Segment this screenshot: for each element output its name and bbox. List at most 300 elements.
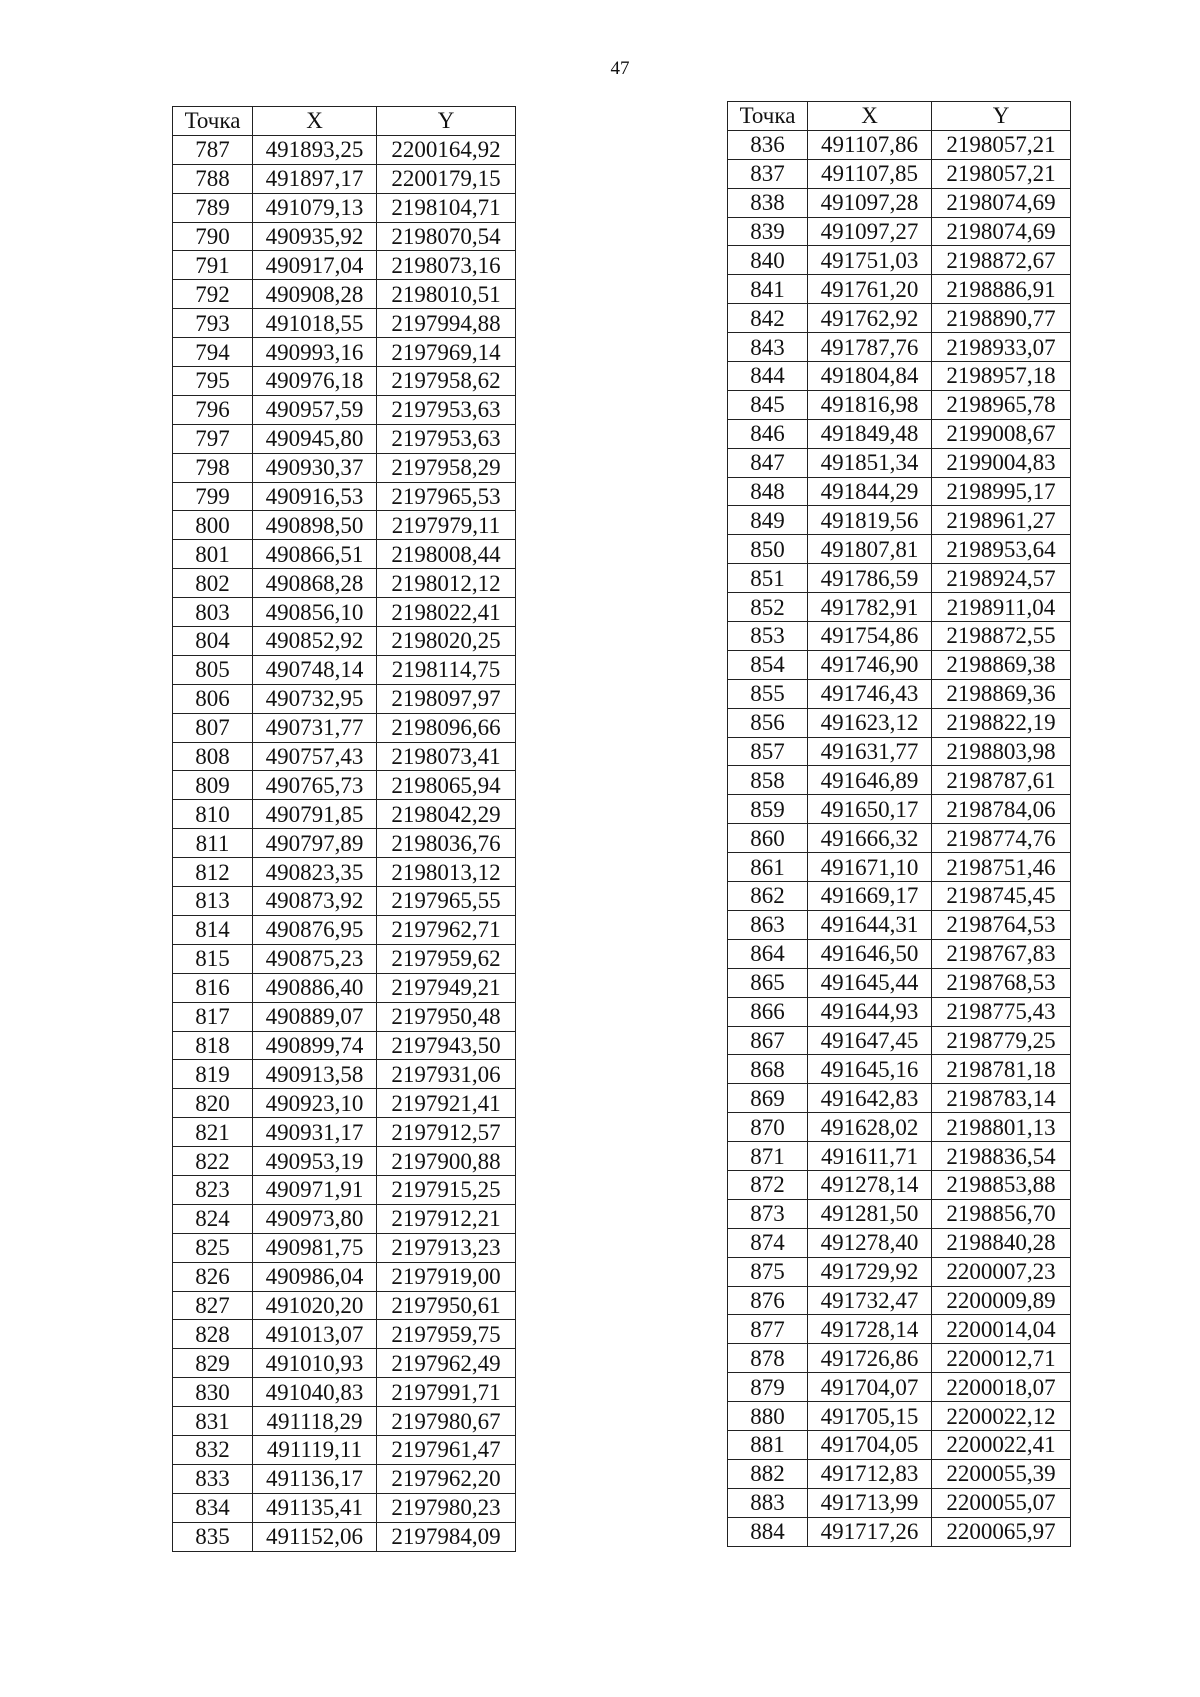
y-cell: 2198957,18 [932, 362, 1071, 391]
point-cell: 817 [173, 1002, 253, 1031]
x-cell: 491897,17 [253, 164, 377, 193]
header-y: Y [377, 107, 516, 136]
y-cell: 2200009,89 [932, 1286, 1071, 1315]
table-row [173, 1262, 516, 1291]
point-cell: 801 [173, 540, 253, 569]
x-cell: 491107,85 [808, 159, 932, 188]
table-header-row [728, 102, 1071, 131]
point-cell: 814 [173, 915, 253, 944]
table-row [728, 708, 1071, 737]
x-cell: 490823,35 [253, 858, 377, 887]
y-cell: 2199008,67 [932, 419, 1071, 448]
table-row [728, 1459, 1071, 1488]
y-cell: 2197958,29 [377, 453, 516, 482]
point-cell: 812 [173, 858, 253, 887]
y-cell: 2197915,25 [377, 1175, 516, 1204]
x-cell: 491704,07 [808, 1373, 932, 1402]
table-row [728, 217, 1071, 246]
y-cell: 2198869,36 [932, 679, 1071, 708]
table-row [173, 1031, 516, 1060]
table-row [173, 800, 516, 829]
table-row [173, 280, 516, 309]
table-row [173, 540, 516, 569]
table-row [173, 684, 516, 713]
table-row [173, 944, 516, 973]
x-cell: 491787,76 [808, 333, 932, 362]
y-cell: 2198965,78 [932, 390, 1071, 419]
y-cell: 2198767,83 [932, 939, 1071, 968]
table-row [728, 968, 1071, 997]
table-row [173, 222, 516, 251]
point-cell: 840 [728, 246, 808, 275]
point-cell: 822 [173, 1147, 253, 1176]
point-cell: 854 [728, 650, 808, 679]
point-cell: 851 [728, 564, 808, 593]
table-row [728, 1113, 1071, 1142]
table-row [173, 858, 516, 887]
x-cell: 491611,71 [808, 1142, 932, 1171]
point-cell: 875 [728, 1257, 808, 1286]
table-row [173, 482, 516, 511]
table-header-row [173, 107, 516, 136]
table-row [173, 887, 516, 916]
point-cell: 880 [728, 1402, 808, 1431]
y-cell: 2200012,71 [932, 1344, 1071, 1373]
table-row [728, 622, 1071, 651]
x-cell: 491804,84 [808, 362, 932, 391]
point-cell: 883 [728, 1488, 808, 1517]
y-cell: 2197949,21 [377, 973, 516, 1002]
y-cell: 2198036,76 [377, 829, 516, 858]
y-cell: 2200018,07 [932, 1373, 1071, 1402]
table-row [173, 1002, 516, 1031]
x-cell: 491646,50 [808, 939, 932, 968]
y-cell: 2198784,06 [932, 795, 1071, 824]
y-cell: 2198042,29 [377, 800, 516, 829]
table-row [173, 1435, 516, 1464]
x-cell: 490899,74 [253, 1031, 377, 1060]
x-cell: 491746,90 [808, 650, 932, 679]
y-cell: 2198057,21 [932, 130, 1071, 159]
y-cell: 2198768,53 [932, 968, 1071, 997]
table-row [728, 853, 1071, 882]
point-cell: 881 [728, 1430, 808, 1459]
table-row [173, 1291, 516, 1320]
x-cell: 490916,53 [253, 482, 377, 511]
x-cell: 491118,29 [253, 1407, 377, 1436]
x-cell: 490923,10 [253, 1089, 377, 1118]
y-cell: 2198783,14 [932, 1084, 1071, 1113]
y-cell: 2197965,55 [377, 887, 516, 916]
y-cell: 2198008,44 [377, 540, 516, 569]
point-cell: 795 [173, 367, 253, 396]
y-cell: 2197912,21 [377, 1204, 516, 1233]
y-cell: 2198953,64 [932, 535, 1071, 564]
x-cell: 491713,99 [808, 1488, 932, 1517]
x-cell: 491751,03 [808, 246, 932, 275]
table-row [173, 598, 516, 627]
point-cell: 830 [173, 1378, 253, 1407]
table-row [728, 593, 1071, 622]
table-row [728, 1199, 1071, 1228]
y-cell: 2200065,97 [932, 1517, 1071, 1546]
table-row [728, 1315, 1071, 1344]
x-cell: 491644,93 [808, 997, 932, 1026]
x-cell: 490748,14 [253, 655, 377, 684]
point-cell: 815 [173, 944, 253, 973]
point-cell: 856 [728, 708, 808, 737]
y-cell: 2200007,23 [932, 1257, 1071, 1286]
y-cell: 2198065,94 [377, 771, 516, 800]
point-cell: 841 [728, 275, 808, 304]
point-cell: 796 [173, 395, 253, 424]
table-row [173, 627, 516, 656]
point-cell: 847 [728, 448, 808, 477]
y-cell: 2197953,63 [377, 395, 516, 424]
x-cell: 490866,51 [253, 540, 377, 569]
x-cell: 491010,93 [253, 1349, 377, 1378]
table-row [173, 655, 516, 684]
y-cell: 2198774,76 [932, 824, 1071, 853]
x-cell: 491732,47 [808, 1286, 932, 1315]
y-cell: 2200055,39 [932, 1459, 1071, 1488]
y-cell: 2198822,19 [932, 708, 1071, 737]
x-cell: 491107,86 [808, 130, 932, 159]
table-row [728, 1257, 1071, 1286]
point-cell: 877 [728, 1315, 808, 1344]
x-cell: 490981,75 [253, 1233, 377, 1262]
table-row [728, 304, 1071, 333]
header-point: Точка [173, 107, 253, 136]
y-cell: 2197950,48 [377, 1002, 516, 1031]
point-cell: 839 [728, 217, 808, 246]
x-cell: 490971,91 [253, 1175, 377, 1204]
table-row [728, 477, 1071, 506]
table-row [173, 193, 516, 222]
table-row [728, 333, 1071, 362]
y-cell: 2198745,45 [932, 882, 1071, 911]
point-cell: 802 [173, 569, 253, 598]
y-cell: 2198781,18 [932, 1055, 1071, 1084]
table-row [728, 824, 1071, 853]
table-row [173, 309, 516, 338]
table-row [173, 1147, 516, 1176]
y-cell: 2198104,71 [377, 193, 516, 222]
point-cell: 873 [728, 1199, 808, 1228]
x-cell: 491281,50 [808, 1199, 932, 1228]
y-cell: 2197994,88 [377, 309, 516, 338]
x-cell: 491018,55 [253, 309, 377, 338]
table-row [728, 679, 1071, 708]
x-cell: 491097,28 [808, 188, 932, 217]
point-cell: 824 [173, 1204, 253, 1233]
point-cell: 828 [173, 1320, 253, 1349]
point-cell: 842 [728, 304, 808, 333]
point-cell: 800 [173, 511, 253, 540]
y-cell: 2198775,43 [932, 997, 1071, 1026]
x-cell: 490908,28 [253, 280, 377, 309]
point-cell: 879 [728, 1373, 808, 1402]
table-row [728, 939, 1071, 968]
point-cell: 798 [173, 453, 253, 482]
y-cell: 2198872,67 [932, 246, 1071, 275]
y-cell: 2198022,41 [377, 598, 516, 627]
x-cell: 490986,04 [253, 1262, 377, 1291]
y-cell: 2198070,54 [377, 222, 516, 251]
table-row [728, 1055, 1071, 1084]
y-cell: 2197965,53 [377, 482, 516, 511]
y-cell: 2197961,47 [377, 1435, 516, 1464]
y-cell: 2197943,50 [377, 1031, 516, 1060]
table-row [728, 1084, 1071, 1113]
point-cell: 884 [728, 1517, 808, 1546]
y-cell: 2198073,41 [377, 742, 516, 771]
y-cell: 2197980,23 [377, 1493, 516, 1522]
point-cell: 827 [173, 1291, 253, 1320]
y-cell: 2198764,53 [932, 910, 1071, 939]
x-cell: 491136,17 [253, 1464, 377, 1493]
y-cell: 2198872,55 [932, 622, 1071, 651]
x-cell: 491647,45 [808, 1026, 932, 1055]
table-row [728, 1373, 1071, 1402]
x-cell: 491705,15 [808, 1402, 932, 1431]
table-row [173, 1175, 516, 1204]
table-row [728, 448, 1071, 477]
point-cell: 793 [173, 309, 253, 338]
x-cell: 491631,77 [808, 737, 932, 766]
point-cell: 820 [173, 1089, 253, 1118]
point-cell: 803 [173, 598, 253, 627]
y-cell: 2198787,61 [932, 766, 1071, 795]
table-row [728, 997, 1071, 1026]
table-row [728, 1517, 1071, 1546]
y-cell: 2198801,13 [932, 1113, 1071, 1142]
x-cell: 491782,91 [808, 593, 932, 622]
table-row [728, 795, 1071, 824]
y-cell: 2198013,12 [377, 858, 516, 887]
y-cell: 2197962,49 [377, 1349, 516, 1378]
point-cell: 807 [173, 713, 253, 742]
point-cell: 833 [173, 1464, 253, 1493]
point-cell: 806 [173, 684, 253, 713]
x-cell: 491816,98 [808, 390, 932, 419]
x-cell: 491893,25 [253, 135, 377, 164]
y-cell: 2197969,14 [377, 338, 516, 367]
x-cell: 490930,37 [253, 453, 377, 482]
y-cell: 2197913,23 [377, 1233, 516, 1262]
point-cell: 878 [728, 1344, 808, 1373]
y-cell: 2197958,62 [377, 367, 516, 396]
point-cell: 797 [173, 424, 253, 453]
y-cell: 2198114,75 [377, 655, 516, 684]
table-row [728, 535, 1071, 564]
table-row [173, 1204, 516, 1233]
table-row [728, 506, 1071, 535]
point-cell: 808 [173, 742, 253, 771]
point-cell: 834 [173, 1493, 253, 1522]
table-row [728, 1142, 1071, 1171]
x-cell: 491729,92 [808, 1257, 932, 1286]
table-row [173, 1407, 516, 1436]
y-cell: 2197959,75 [377, 1320, 516, 1349]
point-cell: 844 [728, 362, 808, 391]
x-cell: 490931,17 [253, 1118, 377, 1147]
table-row [173, 742, 516, 771]
point-cell: 811 [173, 829, 253, 858]
table-row [728, 130, 1071, 159]
table-row [173, 395, 516, 424]
x-cell: 491645,44 [808, 968, 932, 997]
table-row [173, 1320, 516, 1349]
point-cell: 789 [173, 193, 253, 222]
y-cell: 2198010,51 [377, 280, 516, 309]
point-cell: 845 [728, 390, 808, 419]
point-cell: 821 [173, 1118, 253, 1147]
table-row [173, 251, 516, 280]
x-cell: 491807,81 [808, 535, 932, 564]
x-cell: 490953,19 [253, 1147, 377, 1176]
table-row [728, 1170, 1071, 1199]
x-cell: 490765,73 [253, 771, 377, 800]
x-cell: 491013,07 [253, 1320, 377, 1349]
y-cell: 2197900,88 [377, 1147, 516, 1176]
x-cell: 491097,27 [808, 217, 932, 246]
table-row [728, 1402, 1071, 1431]
x-cell: 491666,32 [808, 824, 932, 853]
y-cell: 2198836,54 [932, 1142, 1071, 1171]
table-row [173, 338, 516, 367]
table-row [728, 1344, 1071, 1373]
header-x: X [808, 102, 932, 131]
y-cell: 2200022,41 [932, 1430, 1071, 1459]
point-cell: 848 [728, 477, 808, 506]
x-cell: 490852,92 [253, 627, 377, 656]
point-cell: 855 [728, 679, 808, 708]
x-cell: 490889,07 [253, 1002, 377, 1031]
y-cell: 2198933,07 [932, 333, 1071, 362]
x-cell: 491628,02 [808, 1113, 932, 1142]
x-cell: 490791,85 [253, 800, 377, 829]
point-cell: 810 [173, 800, 253, 829]
point-cell: 809 [173, 771, 253, 800]
x-cell: 490898,50 [253, 511, 377, 540]
table-row [173, 367, 516, 396]
point-cell: 863 [728, 910, 808, 939]
x-cell: 491040,83 [253, 1378, 377, 1407]
table-row [728, 419, 1071, 448]
x-cell: 491819,56 [808, 506, 932, 535]
header-y: Y [932, 102, 1071, 131]
y-cell: 2197919,00 [377, 1262, 516, 1291]
point-cell: 866 [728, 997, 808, 1026]
table-row [728, 188, 1071, 217]
table-row [173, 164, 516, 193]
y-cell: 2197980,67 [377, 1407, 516, 1436]
y-cell: 2198803,98 [932, 737, 1071, 766]
table-row [173, 1089, 516, 1118]
y-cell: 2200055,07 [932, 1488, 1071, 1517]
table-row [173, 1349, 516, 1378]
x-cell: 491650,17 [808, 795, 932, 824]
y-cell: 2197953,63 [377, 424, 516, 453]
point-cell: 831 [173, 1407, 253, 1436]
x-cell: 490732,95 [253, 684, 377, 713]
point-cell: 804 [173, 627, 253, 656]
point-cell: 874 [728, 1228, 808, 1257]
point-cell: 859 [728, 795, 808, 824]
x-cell: 491669,17 [808, 882, 932, 911]
x-cell: 491786,59 [808, 564, 932, 593]
x-cell: 491020,20 [253, 1291, 377, 1320]
y-cell: 2197962,20 [377, 1464, 516, 1493]
point-cell: 850 [728, 535, 808, 564]
table-row [173, 915, 516, 944]
point-cell: 819 [173, 1060, 253, 1089]
y-cell: 2197984,09 [377, 1522, 516, 1551]
y-cell: 2200014,04 [932, 1315, 1071, 1344]
x-cell: 490873,92 [253, 887, 377, 916]
point-cell: 836 [728, 130, 808, 159]
table-body-right [728, 130, 1071, 1546]
x-cell: 491135,41 [253, 1493, 377, 1522]
y-cell: 2198911,04 [932, 593, 1071, 622]
point-cell: 832 [173, 1435, 253, 1464]
x-cell: 491762,92 [808, 304, 932, 333]
table-row [728, 766, 1071, 795]
x-cell: 490935,92 [253, 222, 377, 251]
y-cell: 2198751,46 [932, 853, 1071, 882]
table-row [173, 1464, 516, 1493]
point-cell: 843 [728, 333, 808, 362]
point-cell: 852 [728, 593, 808, 622]
coordinates-table-right [727, 101, 1071, 1547]
table-row [728, 1228, 1071, 1257]
x-cell: 491728,14 [808, 1315, 932, 1344]
x-cell: 491278,14 [808, 1170, 932, 1199]
x-cell: 490945,80 [253, 424, 377, 453]
table-row [173, 1060, 516, 1089]
table-row [173, 1378, 516, 1407]
x-cell: 491717,26 [808, 1517, 932, 1546]
point-cell: 876 [728, 1286, 808, 1315]
point-cell: 860 [728, 824, 808, 853]
point-cell: 838 [728, 188, 808, 217]
x-cell: 491726,86 [808, 1344, 932, 1373]
x-cell: 491754,86 [808, 622, 932, 651]
y-cell: 2198057,21 [932, 159, 1071, 188]
table-row [173, 973, 516, 1002]
y-cell: 2198886,91 [932, 275, 1071, 304]
x-cell: 490757,43 [253, 742, 377, 771]
x-cell: 490876,95 [253, 915, 377, 944]
point-cell: 791 [173, 251, 253, 280]
point-cell: 826 [173, 1262, 253, 1291]
point-cell: 805 [173, 655, 253, 684]
y-cell: 2197979,11 [377, 511, 516, 540]
x-cell: 490856,10 [253, 598, 377, 627]
y-cell: 2198020,25 [377, 627, 516, 656]
x-cell: 490875,23 [253, 944, 377, 973]
table-row [728, 564, 1071, 593]
table-row [728, 910, 1071, 939]
x-cell: 490993,16 [253, 338, 377, 367]
y-cell: 2198961,27 [932, 506, 1071, 535]
point-cell: 853 [728, 622, 808, 651]
table-row [173, 1522, 516, 1551]
x-cell: 491644,31 [808, 910, 932, 939]
x-cell: 491645,16 [808, 1055, 932, 1084]
point-cell: 829 [173, 1349, 253, 1378]
